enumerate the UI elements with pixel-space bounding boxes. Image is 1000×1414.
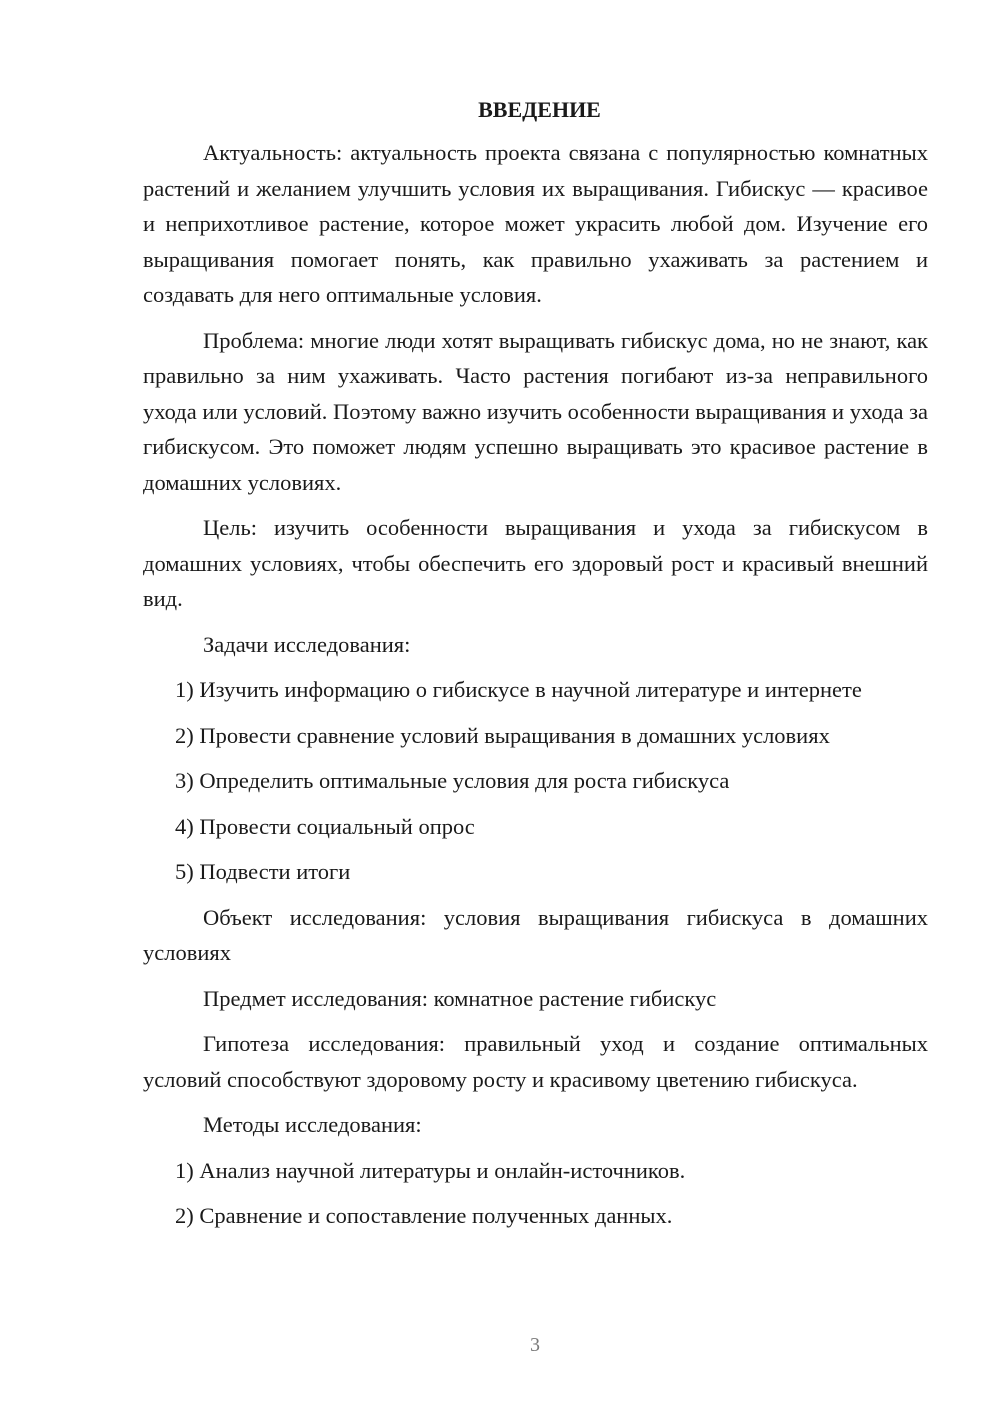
task-item-5: 5) Подвести итоги: [175, 859, 351, 884]
section-title: ВВЕДЕНИЕ: [478, 97, 601, 122]
method-item-1: 1) Анализ научной литературы и онлайн-источников.: [175, 1157, 686, 1183]
page-content: [143, 95, 928, 1244]
task-item-3: 3) Определить оптимальные условия для роста гибискуса: [175, 768, 730, 793]
task-item-2: 2) Провести сравнение условий выращивания в домашних условиях: [175, 722, 830, 748]
goal-paragraph: Цель: изучить особенности выращивания и ухода за гибискусом в домашних условиях, чтобы обеспечить его здоровый рост и красивый внешний вид.: [143, 515, 928, 611]
relevance-paragraph: Актуальность: актуальность проекта связана с популярностью комнатных растений и желанием улучшить условия их выращивания. Гибискус — красивое и неприхотливое растение, которое может украсить любой дом. Изучение его выращивания помогает понять, как правильно ухаживать за растением и создавать для него оптимальные условия.: [143, 140, 928, 307]
task-item-1: 1) Изучить информацию о гибискусе в научной литературе и интернете: [175, 677, 862, 702]
page-number: 3: [530, 1334, 540, 1356]
hypothesis-paragraph: Гипотеза исследования: правильный уход и создание оптимальных условий способствуют здоровому росту и красивому цветению гибискуса.: [143, 1031, 928, 1092]
task-item-4: 4) Провести социальный опрос: [175, 813, 475, 839]
method-item-2: 2) Сравнение и сопоставление полученных данных.: [175, 1203, 673, 1228]
problem-paragraph: Проблема: многие люди хотят выращивать гибискус дома, но не знают, как правильно за ним ухаживать. Часто растения погибают из-за неправильного ухода или условий. Поэтому важно изучить особенности выращивания и ухода за гибискусом. Это поможет людям успешно выращивать это красивое растение в домашних условиях.: [143, 327, 928, 495]
object-paragraph: Объект исследования: условия выращивания гибискуса в домашних условиях: [143, 904, 928, 965]
tasks-heading: Задачи исследования:: [203, 631, 411, 657]
subject-paragraph: Предмет исследования: комнатное растение гибискус: [203, 985, 717, 1011]
methods-heading: Методы исследования:: [203, 1112, 422, 1137]
